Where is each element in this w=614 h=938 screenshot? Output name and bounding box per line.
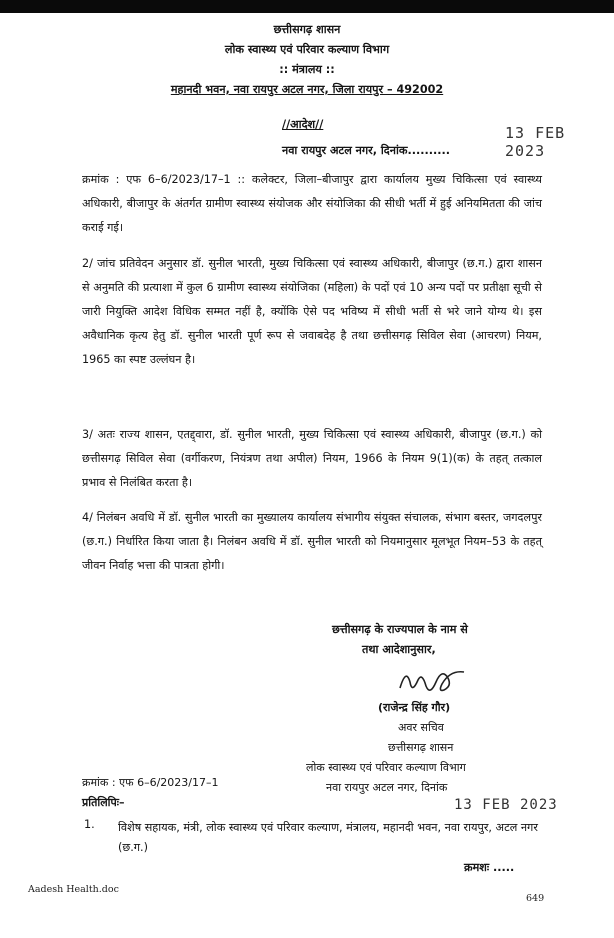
- copy-place-date: नवा रायपुर अटल नगर, दिनांक: [326, 781, 448, 794]
- signatory-government: छत्तीसगढ़ शासन: [388, 741, 454, 754]
- header-government: छत्तीसगढ़ शासन: [273, 23, 341, 36]
- signature-authority: छत्तीसगढ़ के राज्यपाल के नाम से: [332, 623, 468, 636]
- copy-reference: क्रमांक : एफ 6–6/2023/17–1: [82, 776, 219, 789]
- footer-page-number: 649: [526, 893, 545, 904]
- copy-item-text: विशेष सहायक, मंत्री, लोक स्वास्थ्य एवं परिवार कल्याण, मंत्रालय, महानदी भवन, नवा रायपुर, अटल नगर (छ.ग.): [118, 821, 538, 854]
- continued-label: क्रमशः .....: [464, 861, 515, 874]
- footer-filename: Aadesh Health.doc: [28, 884, 119, 895]
- place-date-line: नवा रायपुर अटल नगर, दिनांक..........: [282, 144, 450, 157]
- header-ministry: :: मंत्रालय ::: [279, 63, 335, 76]
- signatory-name: (राजेन्द्र सिंह गौर): [378, 701, 451, 714]
- copy-item-number: 1.: [84, 818, 95, 831]
- signature-order-line: तथा आदेशानुसार,: [362, 643, 436, 656]
- paragraph-3: 3/ अतः राज्य शासन, एतद्द्वारा, डॉ. सुनील भारती, मुख्य चिकित्सा एवं स्वास्थ्य अधिकारी, बीजापुर (छ.ग.) को छत्तीसगढ़ सिविल सेवा (वर्गीकरण, नियंत्रण तथा अपील) नियम, 1966 के नियम 9(1)(क) के तहत् तत्काल प्रभाव से निलंबित करता है।: [82, 428, 542, 489]
- header-address: महानदी भवन, नवा रायपुर अटल नगर, जिला रायपुर – 492002: [170, 83, 444, 96]
- copy-label: प्रतिलिपिः–: [82, 796, 125, 809]
- order-title: //आदेश//: [282, 118, 324, 131]
- header-department: लोक स्वास्थ्य एवं परिवार कल्याण विभाग: [224, 43, 390, 56]
- handwritten-signature: [392, 660, 482, 702]
- date-stamp: 13 FEB 2023: [505, 124, 566, 160]
- top-black-bar: [0, 0, 614, 13]
- copy-date-stamp: 13 FEB 2023: [454, 797, 558, 813]
- signatory-designation: अवर सचिव: [398, 721, 444, 734]
- paragraph-1: क्रमांक : एफ 6–6/2023/17–1 :: कलेक्टर, जिला–बीजापुर द्वारा कार्यालय मुख्य चिकित्सा एवं स्वास्थ्य अधिकारी, बीजापुर के अंतर्गत ग्रामीण स्वास्थ्य संयोजक और संयोजिका की सीधी भर्ती में हुई अनियमितता की जांच कराई गई।: [82, 173, 542, 234]
- paragraph-4: 4/ निलंबन अवधि में डॉ. सुनील भारती का मुख्यालय कार्यालय संभागीय संयुक्त संचालक, संभाग बस्तर, जगदलपुर (छ.ग.) निर्धारित किया जाता है। निलंबन अवधि में डॉ. सुनील भारती को नियमानुसार मूलभूत नियम–53 के तहत् जीवन निर्वाह भत्ता की पात्रता होगी।: [82, 511, 542, 572]
- copy-department: लोक स्वास्थ्य एवं परिवार कल्याण विभाग: [306, 761, 466, 774]
- paragraph-2: 2/ जांच प्रतिवेदन अनुसार डॉ. सुनील भारती, मुख्य चिकित्सा एवं स्वास्थ्य अधिकारी, बीजापुर (छ.ग.) द्वारा शासन से अनुमति की प्रत्याशा में कुल 6 ग्रामीण स्वास्थ्य संयोजिका (महिला) के पदों एवं 10 अन्य पदों पर प्रतीक्षा सूची से जारी नियुक्ति आदेश विधिक सम्मत नहीं है, क्योंकि ऐसे पद भविष्य में सीधी भर्ती से भरे जाने योग्य थे। इस अवैधानिक कृत्य हेतु डॉ. सुनील भारती पूर्ण रूप से जवाबदेह है तथा छत्तीसगढ़ सिविल सेवा (आचरण) नियम, 1965 का स्पष्ट उल्लंघन है।: [82, 257, 542, 366]
